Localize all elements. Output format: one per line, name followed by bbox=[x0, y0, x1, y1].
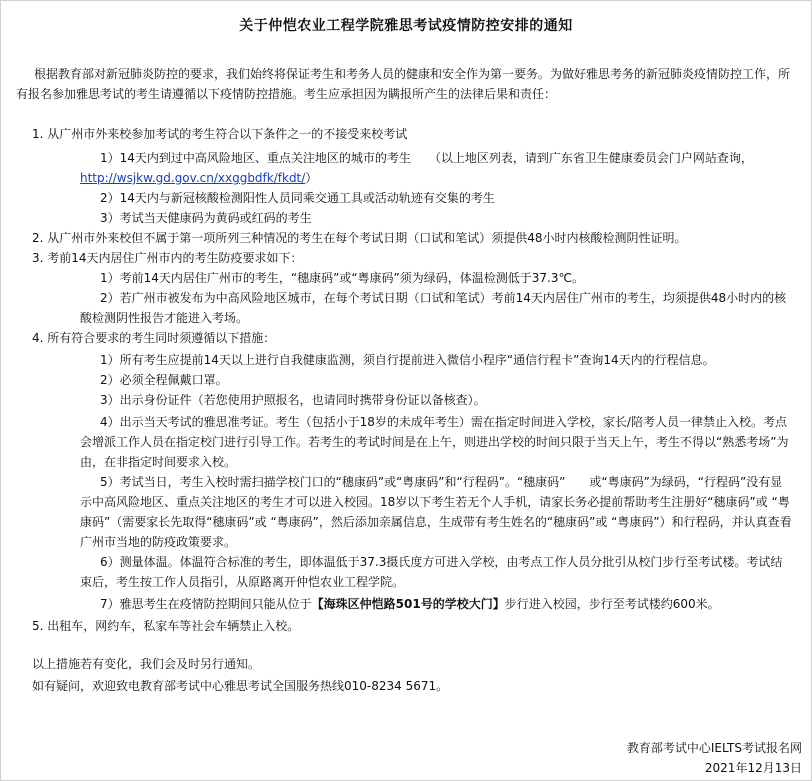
section-1-item-1-close: ） bbox=[305, 171, 318, 185]
section-1-item-1 bbox=[80, 148, 794, 188]
section-5-heading: 5. 出租车，网约车，私家车等社会车辆禁止入校。 bbox=[32, 619, 300, 633]
page-title: 关于仲恺农业工程学院雅思考试疫情防控安排的通知 bbox=[239, 18, 573, 34]
section-1-heading: 1. 从广州市外来校参加考试的考生符合以下条件之一的不接受来校考试 bbox=[32, 127, 408, 141]
closing-notice: 以上措施若有变化，我们会及时另行通知。 bbox=[32, 657, 261, 671]
section-4-item-2: 2）必须全程佩戴口罩。 bbox=[100, 373, 228, 387]
section-4-item-7 bbox=[80, 594, 794, 614]
section-3-item-1: 1）考前14天内居住广州市的考生，“穗康码”或“粤康码”须为绿码，体温检测低于37.3℃。 bbox=[100, 271, 584, 285]
section-4-item-7-text: 7）雅思考生在疫情防控期间只能从位于 bbox=[100, 597, 312, 611]
section-4-item-5: 5）考试当日，考生入校时需扫描学校门口的“穗康码”或“粤康码”和“行程码”。“穗康码” 或“粤康码”为绿码，“行程码”没有显示中高风险地区、重点关注地区的考生才可以进入校园。18岁以下考生若无个人手机，请家长务必提前帮助考生注册好“穗康码”或 “粤康码”（需要家长先取得“穗康码”或 “粤康码”，然后添加亲属信息，生成带有考生姓名的“穗康码”或 “粤康码”）和行程码，并认真查看广州市当地的防疫政策要求。 bbox=[80, 475, 792, 549]
signature-date: 2021年12月13日 bbox=[704, 761, 802, 775]
health-commission-link[interactable]: http://wsjkw.gd.gov.cn/xxggbdfk/fkdt/ bbox=[80, 171, 306, 185]
section-2-heading: 2. 从广州市外来校但不属于第一项所列三种情况的考生在每个考试日期（口试和笔试）须提供48小时内核酸检测阴性证明。 bbox=[32, 231, 687, 245]
section-1-item-1-text: 1）14天内到过中高风险地区、重点关注地区的城市的考生 （以上地区列表，请到广东省卫生健康委员会门户网站查询， bbox=[100, 151, 753, 165]
section-4-heading: 4. 所有符合要求的考生同时须遵循以下措施： bbox=[32, 331, 276, 345]
section-4-item-1: 1）所有考生应提前14天以上进行自我健康监测，须自行提前进入微信小程序“通信行程卡”查询14天内的行程信息。 bbox=[100, 353, 715, 367]
section-4-item-4: 4）出示当天考试的雅思准考证。考生（包括小于18岁的未成年考生）需在指定时间进入学校，家长/陪考人员一律禁止入校。考点会增派工作人员在指定校门进行引导工作。若考生的考试时间是在上午，则进出学校的时间只限于当天上午，考生不得以“熟悉考场”为由，在非指定时间要求入校。 bbox=[80, 415, 789, 469]
closing-hotline: 如有疑问，欢迎致电教育部考试中心雅思考试全国服务热线010-8234 5671。 bbox=[32, 679, 449, 693]
section-4-item-3: 3）出示身份证件（若您使用护照报名，也请同时携带身份证以备核查）。 bbox=[100, 393, 486, 407]
section-1-item-3: 3）考试当天健康码为黄码或红码的考生 bbox=[100, 211, 312, 225]
section-3-heading: 3. 考前14天内居住广州市内的考生防疫要求如下： bbox=[32, 251, 303, 265]
section-4-item-7-tail: 步行进入校园，步行至考试楼约600米。 bbox=[504, 597, 720, 611]
signature-org: 教育部考试中心IELTS考试报名网 bbox=[626, 741, 802, 755]
school-gate-address: 【海珠区仲恺路501号的学校大门】 bbox=[311, 597, 505, 611]
section-4-item-6: 6）测量体温。体温符合标准的考生，即体温低于37.3摄氏度方可进入学校，由考点工作人员分批引从校门步行至考试楼。考试结束后，考生按工作人员指引，从原路离开仲恺农业工程学院。 bbox=[80, 555, 783, 589]
section-3-item-2: 2）若广州市被发布为中高风险地区城市，在每个考试日期（口试和笔试）考前14天内居住广州市的考生，均须提供48小时内的核酸检测阴性报告才能进入考场。 bbox=[80, 291, 787, 325]
intro-paragraph: 根据教育部对新冠肺炎防控的要求，我们始终将保证考生和考务人员的健康和安全作为第一要务。为做好雅思考务的新冠肺炎疫情防控工作，所有报名参加雅思考试的考生请遵循以下疫情防控措施。考生应承担因为瞒报所产生的法律后果和责任： bbox=[16, 67, 791, 101]
section-1-item-2: 2）14天内与新冠核酸检测阳性人员同乘交通工具或活动轨迹有交集的考生 bbox=[100, 191, 495, 205]
